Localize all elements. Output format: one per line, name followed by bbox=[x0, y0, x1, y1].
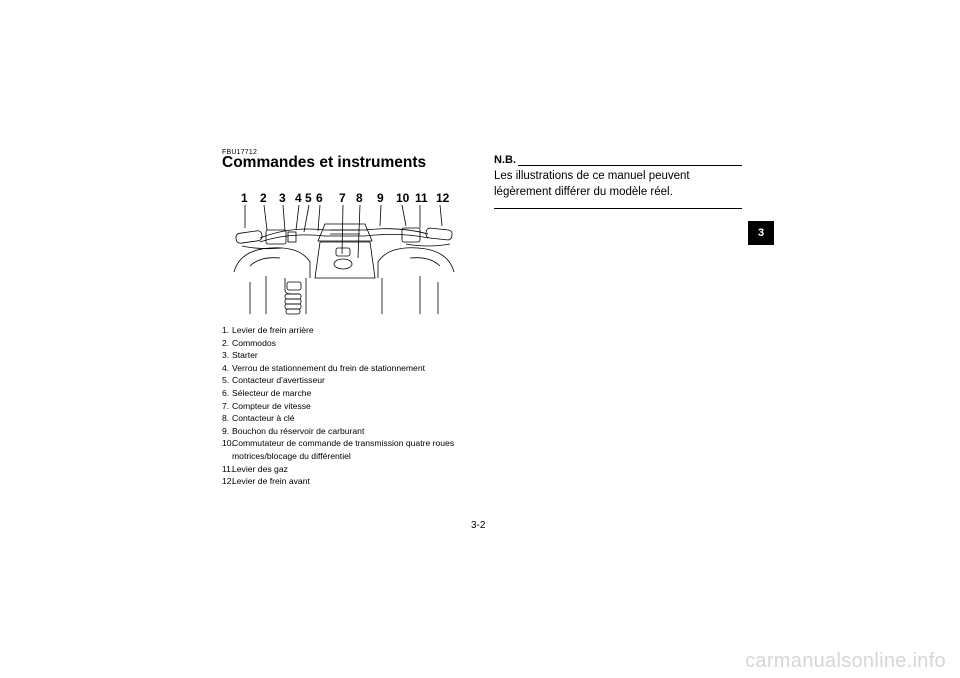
legend-text: Verrou de stationnement du frein de stationnement bbox=[232, 362, 426, 373]
legend-text: Levier des gaz bbox=[232, 463, 288, 474]
list-item bbox=[222, 387, 462, 400]
page-number: 3-2 bbox=[471, 520, 486, 531]
legend-number: 10. bbox=[222, 438, 234, 449]
document-code: FBU17712 bbox=[222, 149, 258, 156]
list-item bbox=[222, 475, 462, 488]
callout-9: 9 bbox=[377, 191, 384, 205]
legend-number: 11. bbox=[222, 463, 234, 474]
legend-text: Levier de frein avant bbox=[232, 476, 310, 487]
callout-10: 10 bbox=[396, 191, 410, 205]
legend-number: 9. bbox=[222, 425, 230, 436]
list-item bbox=[222, 425, 462, 438]
legend-text: Bouchon du réservoir de carburant bbox=[232, 425, 365, 436]
callout-5: 5 bbox=[305, 191, 312, 205]
list-item bbox=[222, 324, 462, 337]
callout-11: 11 bbox=[415, 191, 428, 205]
legend-number: 4. bbox=[222, 362, 230, 373]
callout-3: 3 bbox=[279, 191, 286, 205]
callout-4: 4 bbox=[295, 191, 302, 205]
legend-text: Compteur de vitesse bbox=[232, 400, 311, 411]
note-text: Les illustrations de ce manuel peuvent légèrement différer du modèle réel. bbox=[494, 170, 690, 198]
note-divider-top bbox=[518, 165, 742, 166]
list-item bbox=[222, 337, 462, 350]
legend-number: 12. bbox=[222, 476, 234, 487]
note-box bbox=[494, 154, 742, 209]
parts-legend bbox=[222, 324, 462, 488]
callout-12: 12 bbox=[436, 191, 450, 205]
section-title: Commandes et instruments bbox=[222, 154, 427, 171]
legend-text: Contacteur d'avertisseur bbox=[232, 375, 325, 386]
callout-6: 6 bbox=[316, 191, 323, 205]
callout-7: 7 bbox=[339, 191, 346, 205]
watermark: carmanualsonline.info bbox=[745, 650, 946, 672]
list-item bbox=[222, 349, 462, 362]
legend-text: Sélecteur de marche bbox=[232, 387, 312, 398]
chapter-tab: 3 bbox=[748, 221, 774, 245]
legend-number: 1. bbox=[222, 325, 230, 335]
legend-text: Contacteur à clé bbox=[232, 413, 295, 424]
note-label: N.B. bbox=[494, 154, 516, 166]
callout-2: 2 bbox=[260, 191, 267, 205]
list-item bbox=[222, 400, 462, 413]
legend-text: Starter bbox=[232, 350, 258, 361]
legend-number: 6. bbox=[222, 387, 230, 398]
list-item bbox=[222, 412, 462, 425]
list-item bbox=[222, 437, 462, 462]
controls-illustration bbox=[230, 186, 458, 316]
legend-text: Commodos bbox=[232, 337, 276, 348]
note-divider-bottom bbox=[494, 208, 742, 209]
legend-number: 8. bbox=[222, 413, 230, 424]
legend-text: Commutateur de commande de transmission quatre roues motrices/blocage du différentiel bbox=[232, 438, 455, 461]
callout-1: 1 bbox=[241, 191, 248, 205]
list-item bbox=[222, 374, 462, 387]
legend-number: 3. bbox=[222, 350, 230, 361]
callout-8: 8 bbox=[356, 191, 363, 205]
note-header bbox=[494, 154, 742, 166]
list-item bbox=[222, 463, 462, 476]
legend-text: Levier de frein arrière bbox=[232, 325, 314, 335]
legend-number: 7. bbox=[222, 400, 230, 411]
legend-number: 2. bbox=[222, 337, 230, 348]
legend-number: 5. bbox=[222, 375, 230, 386]
list-item bbox=[222, 362, 462, 375]
